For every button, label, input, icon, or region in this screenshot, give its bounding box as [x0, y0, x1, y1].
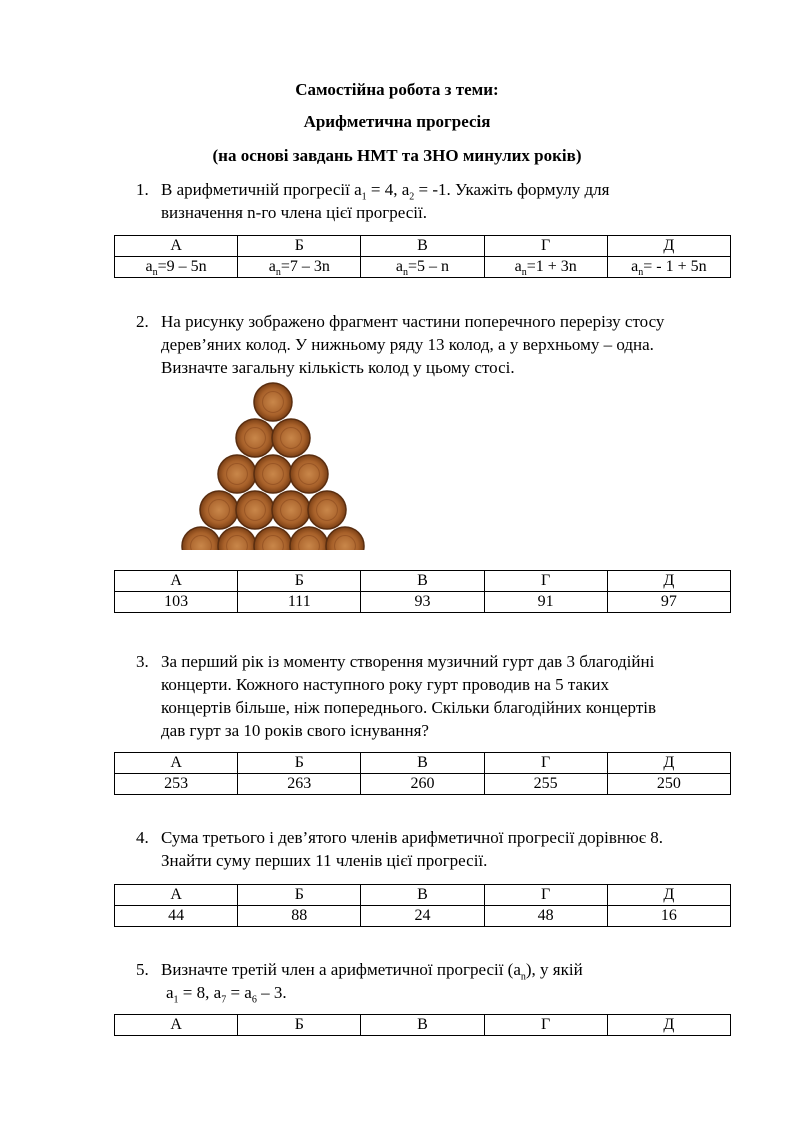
log — [326, 527, 364, 550]
answer-values-row — [115, 906, 731, 927]
option-letter: Б — [238, 885, 361, 906]
option-letter: Г — [484, 753, 607, 774]
question-line: визначення n-го члена цієї прогресії. — [161, 203, 427, 222]
option-value: $a_n= - 1 + 5n$ — [607, 257, 730, 278]
option-value: 93 — [361, 592, 484, 613]
log — [218, 527, 256, 550]
log — [290, 455, 328, 493]
question-text — [161, 178, 731, 224]
log — [218, 455, 256, 493]
option-letter: Д — [607, 236, 730, 257]
question-text — [161, 310, 731, 379]
option-value: 24 — [361, 906, 484, 927]
worksheet-topic: Арифметична прогресія — [303, 112, 491, 131]
option-value: $a_n=1 + 3n$ — [484, 257, 607, 278]
answer-letters-row — [115, 236, 731, 257]
option-value: 250 — [607, 774, 730, 795]
option-value: 88 — [238, 906, 361, 927]
option-value: 48 — [484, 906, 607, 927]
log — [290, 527, 328, 550]
option-letter: А — [115, 236, 238, 257]
question-5-condition: $a_1 = 8$, $a_7 = a_6 - 3$. — [166, 983, 287, 1006]
question-line: концертів більше, ніж попереднього. Скільки благодійних концертів — [161, 698, 657, 717]
option-value: 260 — [361, 774, 484, 795]
option-letter: В — [361, 885, 484, 906]
answer-table-1 — [114, 235, 731, 278]
question-line: На рисунку зображено фрагмент частини поперечного перерізу стосу — [161, 312, 665, 331]
option-letter: Д — [607, 571, 730, 592]
answer-letters-row — [115, 571, 731, 592]
option-value: $a_n=7 - 3n$ — [238, 257, 361, 278]
question-number: 2. — [136, 312, 149, 331]
log — [200, 491, 238, 529]
question-line: Сума третього і дев’ятого членів арифметичної прогресії дорівнює 8. — [161, 828, 664, 847]
question-line: Визначте загальну кількість колод у цьому стосі. — [161, 358, 515, 377]
question-line: дерев’яних колод. У нижньому ряду 13 колод, а у верхньому – одна. — [161, 335, 654, 354]
option-letter: Б — [238, 236, 361, 257]
option-letter: А — [115, 753, 238, 774]
log — [308, 491, 346, 529]
question-number: 3. — [136, 652, 149, 671]
answer-values-row — [115, 257, 731, 278]
answer-table-3 — [114, 752, 731, 795]
log — [182, 527, 220, 550]
option-letter: Б — [238, 1015, 361, 1036]
option-value: 91 — [484, 592, 607, 613]
answer-table-5 — [114, 1014, 731, 1036]
answer-letters-row — [115, 1015, 731, 1036]
question-line: дав гурт за 10 років свого існування? — [161, 721, 429, 740]
option-letter: В — [361, 1015, 484, 1036]
option-letter: Б — [238, 571, 361, 592]
worksheet-title: Самостійна робота з теми: — [295, 80, 499, 99]
log — [254, 383, 292, 421]
option-value: $a_n=9 - 5n$ — [115, 257, 238, 278]
option-letter: Д — [607, 885, 730, 906]
answer-values-row — [115, 592, 731, 613]
option-value: 16 — [607, 906, 730, 927]
answer-table-2 — [114, 570, 731, 613]
question-line: Визначте третій член а арифметичної прогресії $(a_n)$, у якій — [161, 960, 583, 983]
option-value: 111 — [238, 592, 361, 613]
question-number: 4. — [136, 828, 149, 847]
log — [236, 419, 274, 457]
question-number: 5. — [136, 960, 149, 979]
question-number: 1. — [136, 180, 149, 199]
option-letter: А — [115, 571, 238, 592]
option-letter: Г — [484, 1015, 607, 1036]
option-letter: В — [361, 236, 484, 257]
option-value: 263 — [238, 774, 361, 795]
option-value: 44 — [115, 906, 238, 927]
question-text — [161, 958, 731, 981]
option-letter: В — [361, 571, 484, 592]
log-stack-image — [178, 380, 368, 550]
option-letter: А — [115, 885, 238, 906]
log — [272, 491, 310, 529]
option-letter: Г — [484, 885, 607, 906]
option-letter: Д — [607, 753, 730, 774]
answer-letters-row — [115, 885, 731, 906]
option-value: 255 — [484, 774, 607, 795]
option-value: 97 — [607, 592, 730, 613]
option-letter: А — [115, 1015, 238, 1036]
option-value: $a_n=5 - n$ — [361, 257, 484, 278]
question-line: концерти. Кожного наступного року гурт проводив на 5 таких — [161, 675, 609, 694]
option-letter: Г — [484, 236, 607, 257]
worksheet-subtitle: (на основі завдань НМТ та ЗНО минулих років) — [212, 146, 582, 165]
answer-values-row — [115, 774, 731, 795]
question-line: За перший рік із моменту створення музичний гурт дав 3 благодійні — [161, 652, 655, 671]
option-letter: Д — [607, 1015, 730, 1036]
log — [254, 455, 292, 493]
question-line: Знайти суму перших 11 членів цієї прогресії. — [161, 851, 488, 870]
answer-letters-row — [115, 753, 731, 774]
option-letter: Б — [238, 753, 361, 774]
question-line: В арифметичній прогресії $a_1 = 4$, $a_2 = -1$. Укажіть формулу для — [161, 180, 610, 203]
question-text — [161, 650, 731, 742]
option-letter: В — [361, 753, 484, 774]
option-letter: Г — [484, 571, 607, 592]
option-value: 103 — [115, 592, 238, 613]
answer-table-4 — [114, 884, 731, 927]
log — [272, 419, 310, 457]
option-value: 253 — [115, 774, 238, 795]
log — [236, 491, 274, 529]
log — [254, 527, 292, 550]
question-text — [161, 826, 731, 872]
